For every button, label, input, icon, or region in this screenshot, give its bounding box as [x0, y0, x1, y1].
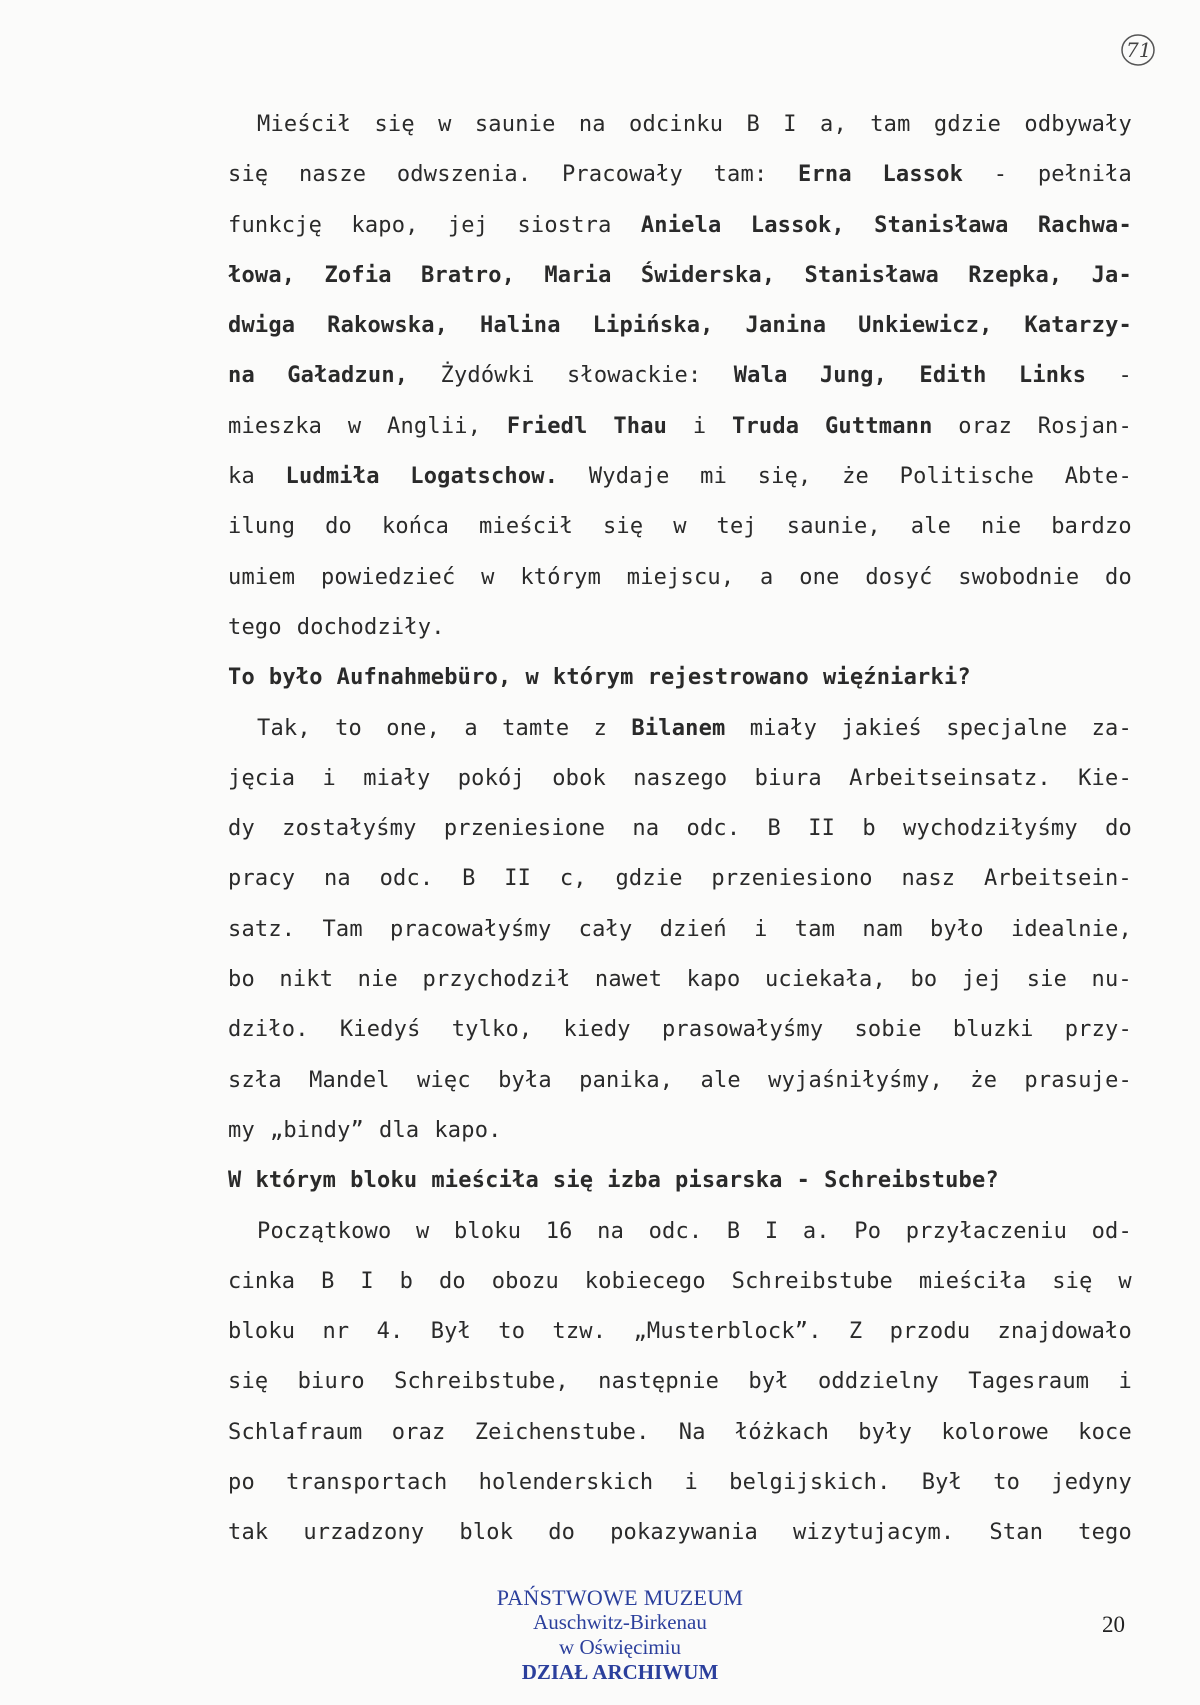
word: Edith: [919, 363, 987, 389]
word: miały: [363, 765, 431, 791]
text-line: [228, 553, 1132, 603]
word: dosyć: [865, 564, 933, 590]
stamp-line-1: PAŃSTWOWE MUZEUM: [496, 1585, 744, 1610]
text-line: [228, 704, 1132, 754]
text-line: [228, 502, 1132, 552]
word: Ja-: [1091, 262, 1132, 288]
word: zostałyśmy: [282, 816, 417, 842]
word: -: [796, 1168, 811, 1194]
word: Początkowo: [257, 1218, 392, 1244]
word: B: [767, 816, 781, 842]
word: Mandel: [309, 1067, 390, 1093]
word: wyjaśniłyśmy,: [768, 1067, 943, 1093]
page-number: 20: [1102, 1612, 1125, 1637]
word: prasuje-: [1024, 1067, 1132, 1093]
word: którym: [520, 564, 602, 590]
word: się: [552, 1168, 594, 1194]
text-line: [228, 301, 1132, 351]
text-line: [228, 854, 1132, 904]
word: się,: [757, 464, 812, 490]
word: Był: [921, 1470, 963, 1496]
word: dziło.: [228, 1017, 309, 1043]
word: Politische: [899, 464, 1035, 490]
word: którym: [552, 665, 634, 691]
word: następnie: [598, 1369, 720, 1395]
word: na: [632, 816, 660, 842]
handwritten-page-number: [1118, 30, 1158, 70]
word: one: [799, 564, 840, 590]
word: rejestrowano: [647, 665, 809, 691]
text-line: [228, 754, 1132, 804]
word: łowa,: [228, 262, 296, 288]
word: Wala: [733, 363, 788, 389]
word: do: [548, 1520, 576, 1546]
word: specjalne: [946, 715, 1068, 741]
word: oddzielny: [817, 1369, 939, 1395]
word: bo: [228, 967, 255, 993]
text-line: [228, 1207, 1132, 1257]
word: B: [726, 1218, 741, 1244]
word: Rachwa-: [1037, 212, 1132, 238]
word: jej: [961, 967, 1003, 993]
word: a: [464, 715, 478, 741]
word: koce: [1078, 1419, 1132, 1445]
word: odc.: [379, 866, 434, 892]
text-line: [228, 150, 1132, 200]
word: blok: [459, 1520, 514, 1546]
word: I: [360, 1268, 374, 1294]
word: funkcję: [228, 212, 323, 238]
word: pokazywania: [610, 1520, 758, 1546]
word: w: [481, 564, 495, 590]
word: odc.: [686, 816, 741, 842]
word: pisarska: [675, 1168, 783, 1194]
word: i: [684, 1470, 698, 1496]
word: nawet: [594, 967, 663, 993]
word: i: [1118, 1369, 1132, 1395]
word: Halina: [480, 313, 561, 339]
word: którym: [255, 1168, 337, 1194]
stamp-line-3: w Oświęcimiu: [559, 1635, 681, 1659]
word: nasze: [298, 162, 367, 188]
word: Arbeitseinsatz.: [849, 765, 1051, 791]
text-line: [228, 1257, 1132, 1307]
word: była: [498, 1067, 552, 1093]
word: kapo: [686, 967, 741, 993]
word: więźniarki?: [822, 665, 971, 691]
word: Stanisława: [874, 212, 1009, 238]
text-line: [228, 201, 1132, 251]
word: Zofia: [324, 262, 392, 288]
word: I: [764, 1218, 779, 1244]
word: pracy: [228, 866, 296, 892]
word: Na: [678, 1419, 706, 1445]
word: Lipińska,: [592, 313, 714, 339]
word: Katarzy-: [1024, 313, 1132, 339]
word: W: [228, 1168, 242, 1194]
word: dochodziły.: [296, 614, 445, 640]
word: Mieścił: [257, 112, 352, 137]
word: pełniła: [1037, 162, 1132, 188]
word: znajdowało: [997, 1319, 1132, 1345]
word: tamte: [502, 715, 570, 741]
word: ale: [910, 514, 952, 540]
word: bloku: [228, 1319, 296, 1345]
word: mieściła: [918, 1268, 1027, 1294]
word: Stanisława: [804, 262, 939, 288]
text-line: [228, 1005, 1132, 1055]
word: że: [842, 464, 869, 490]
word: Z: [848, 1319, 863, 1345]
word: To: [228, 665, 255, 691]
word: cały: [578, 916, 633, 942]
word: Kiedyś: [339, 1017, 421, 1043]
word: powiedzieć: [320, 564, 456, 590]
word: satz.: [228, 916, 296, 942]
word: 16: [545, 1218, 573, 1244]
word: nu-: [1091, 967, 1132, 993]
word: nam: [862, 916, 903, 942]
word: jej: [447, 212, 489, 238]
word: jakieś: [841, 715, 922, 741]
word: B: [462, 866, 476, 892]
word: a.: [802, 1218, 830, 1244]
text-line: [228, 1307, 1132, 1357]
word: biura: [754, 765, 822, 791]
word: przeniesiono: [711, 866, 873, 892]
word: i: [754, 916, 768, 942]
word: tak: [228, 1520, 269, 1546]
word: obozu: [491, 1268, 559, 1294]
word: Świderska,: [640, 262, 776, 288]
word: „bindy”: [269, 1117, 365, 1143]
word: ka: [228, 464, 255, 490]
word: urzadzony: [303, 1520, 425, 1546]
handwritten-page-number-text: 71: [1126, 38, 1152, 62]
word: Tak,: [257, 715, 311, 741]
word: w: [438, 112, 452, 137]
word: bloku: [453, 1218, 522, 1244]
word: do: [1105, 816, 1132, 842]
word: do: [325, 514, 352, 540]
word: Tam: [322, 916, 363, 942]
word: Żydówki: [440, 363, 535, 389]
word: do: [1105, 564, 1132, 590]
word: i: [692, 413, 707, 439]
word: -: [993, 162, 1008, 188]
text-line: [228, 1458, 1132, 1508]
word: na: [578, 112, 606, 137]
word: b: [399, 1268, 414, 1294]
word: tego: [228, 614, 282, 640]
archive-stamp: [455, 1585, 785, 1685]
word: II: [808, 816, 836, 842]
word: II: [504, 866, 532, 892]
word: nie: [980, 514, 1022, 540]
word: B: [321, 1268, 335, 1294]
word: łóżkach: [734, 1419, 830, 1445]
word: cinka: [228, 1268, 296, 1294]
word: Guttmann: [824, 413, 933, 439]
word: się: [602, 514, 644, 540]
word: był: [748, 1369, 789, 1395]
word: bloku: [350, 1168, 418, 1194]
word: nikt: [279, 967, 334, 993]
word: tego: [1078, 1520, 1132, 1546]
word: to: [993, 1470, 1021, 1496]
word: tylko,: [451, 1017, 533, 1043]
word: c,: [559, 866, 587, 892]
word: końca: [381, 514, 450, 540]
word: Zeichenstube.: [474, 1419, 650, 1445]
text-line: [228, 351, 1132, 401]
word: Arbeitsein-: [983, 866, 1132, 892]
word: -: [1118, 363, 1132, 389]
word: do: [438, 1268, 466, 1294]
word: w: [525, 665, 539, 691]
word: pokój: [457, 765, 525, 791]
word: było: [929, 916, 984, 942]
word: Lassok: [882, 162, 964, 188]
word: odbywały: [1024, 112, 1132, 137]
word: „Musterblock”.: [633, 1319, 822, 1345]
word: Po: [854, 1218, 882, 1244]
word: Rakowska,: [327, 313, 449, 339]
text-line: [228, 1508, 1132, 1558]
word: odwszenia.: [396, 162, 532, 188]
word: wychodziłyśmy: [903, 816, 1078, 842]
stamp-line-4: DZIAŁ ARCHIWUM: [521, 1660, 719, 1684]
word: Jung,: [819, 363, 888, 389]
word: Był: [430, 1319, 472, 1345]
word: Lassok,: [750, 212, 845, 238]
word: nr: [322, 1319, 350, 1345]
word: belgijskich.: [729, 1470, 891, 1496]
word: Ludmiła: [285, 464, 380, 490]
word: przeniesione: [443, 816, 606, 842]
text-line: [228, 1357, 1132, 1407]
word: na: [597, 1218, 625, 1244]
word: przy-: [1064, 1017, 1132, 1043]
word: odc.: [648, 1218, 703, 1244]
text-line: [228, 402, 1132, 452]
word: Abte-: [1064, 464, 1132, 490]
word: w: [673, 514, 687, 540]
word: tam: [870, 112, 911, 137]
word: Bilanem: [631, 715, 726, 741]
word: saunie: [474, 112, 556, 137]
word: tzw.: [552, 1319, 607, 1345]
word: Friedl: [506, 413, 588, 439]
word: mieszka: [228, 413, 323, 439]
word: Schreibstube: [731, 1268, 893, 1294]
word: panika,: [579, 1067, 674, 1093]
word: dla: [379, 1117, 420, 1143]
text-line: [228, 804, 1132, 854]
word: na: [228, 363, 255, 389]
word: Aufnahmebüro,: [336, 665, 512, 691]
word: 4.: [376, 1319, 404, 1345]
word: prasowałyśmy: [661, 1017, 824, 1043]
text-line: [228, 905, 1132, 955]
word: gdzie: [615, 866, 683, 892]
word: mi: [700, 464, 728, 490]
word: się: [228, 1369, 269, 1395]
word: Pracowały: [561, 162, 683, 188]
word: jedyny: [1051, 1470, 1132, 1496]
word: izba: [607, 1168, 662, 1194]
word: ale: [700, 1067, 741, 1093]
word: saunie,: [786, 514, 881, 540]
word: idealnie,: [1010, 916, 1132, 942]
word: Stan: [989, 1520, 1044, 1546]
text-line: [228, 452, 1132, 502]
document-body: [228, 100, 1132, 1559]
word: swobodnie: [958, 564, 1080, 590]
text-line: [228, 1408, 1132, 1458]
word: przodu: [889, 1319, 971, 1345]
word: Unkiewicz,: [858, 313, 993, 339]
word: słowackie:: [566, 363, 702, 389]
word: to: [335, 715, 362, 741]
word: ilung: [228, 514, 296, 540]
word: Wydaje: [588, 464, 670, 490]
word: były: [858, 1419, 913, 1445]
word: Rosjan-: [1037, 413, 1132, 439]
word: Janina: [745, 313, 827, 339]
word: mieścił: [478, 514, 574, 540]
word: tam:: [713, 162, 768, 188]
word: więc: [417, 1067, 471, 1093]
word: kobiecego: [584, 1268, 706, 1294]
word: jęcia: [228, 765, 296, 791]
word: od-: [1091, 1218, 1132, 1244]
word: dy: [228, 816, 255, 842]
word: pracowałyśmy: [390, 916, 552, 942]
word: bardzo: [1051, 514, 1132, 540]
question-line: [228, 653, 1132, 703]
word: uciekała,: [764, 967, 886, 993]
word: Schreibstube?: [824, 1168, 999, 1194]
word: kapo,: [351, 212, 419, 238]
word: dzień: [659, 916, 727, 942]
word: Rzepka,: [968, 262, 1063, 288]
word: oraz: [391, 1419, 446, 1445]
text-line: [228, 1056, 1132, 1106]
word: Anglii,: [387, 413, 482, 439]
word: wizytujacym.: [793, 1520, 955, 1546]
word: Schlafraum: [228, 1419, 363, 1445]
word: tam: [794, 916, 836, 942]
word: oraz: [958, 413, 1013, 439]
word: one,: [386, 715, 441, 741]
stamp-line-2: Auschwitz-Birkenau: [533, 1610, 707, 1634]
word: za-: [1091, 715, 1132, 741]
word: w: [347, 413, 362, 439]
text-line: [228, 955, 1132, 1005]
word: się: [1052, 1268, 1093, 1294]
text-line: [228, 603, 1132, 653]
word: sie: [1026, 967, 1068, 993]
word: na: [323, 866, 351, 892]
text-line: [228, 251, 1132, 301]
word: to: [498, 1319, 526, 1345]
word: Kie-: [1078, 765, 1132, 791]
word: w: [1118, 1268, 1132, 1294]
word: Erna: [798, 162, 852, 188]
word: naszego: [633, 765, 728, 791]
word: I: [783, 112, 797, 137]
word: bluzki: [952, 1017, 1034, 1043]
word: Links: [1018, 363, 1087, 389]
word: Gaładzun,: [287, 363, 409, 389]
word: było: [268, 665, 323, 691]
word: z: [593, 715, 608, 741]
word: szła: [228, 1067, 282, 1093]
word: siostra: [517, 212, 612, 238]
word: b: [862, 816, 876, 842]
word: transportach: [286, 1470, 448, 1496]
word: sobie: [854, 1017, 922, 1043]
word: przyłaczeniu: [905, 1218, 1068, 1244]
word: się: [228, 162, 269, 188]
word: my: [228, 1117, 255, 1143]
word: Truda: [732, 413, 800, 439]
word: Aniela: [640, 212, 722, 238]
word: obok: [552, 765, 606, 791]
word: holenderskich: [478, 1470, 654, 1496]
word: nie: [357, 967, 399, 993]
word: Schreibstube,: [394, 1369, 569, 1395]
word: i: [322, 765, 336, 791]
word: Thau: [613, 413, 668, 439]
word: Logatschow.: [410, 464, 559, 490]
word: bo: [910, 967, 938, 993]
word: a: [760, 564, 774, 590]
word: miały: [749, 715, 818, 741]
text-line: [228, 100, 1132, 150]
word: biuro: [297, 1369, 365, 1395]
word: miejscu,: [626, 564, 735, 590]
word: gdzie: [933, 112, 1002, 137]
text-line: [228, 1106, 1132, 1156]
word: się: [374, 112, 415, 137]
word: tej: [716, 514, 757, 540]
word: kolorowe: [941, 1419, 1049, 1445]
word: przychodził: [422, 967, 571, 993]
word: w: [415, 1218, 430, 1244]
word: B: [746, 112, 760, 137]
word: Maria: [544, 262, 612, 288]
question-line: [228, 1156, 1132, 1206]
word: nasz: [901, 866, 956, 892]
word: odcinku: [629, 112, 724, 137]
word: dwiga: [228, 313, 296, 339]
word: umiem: [228, 564, 296, 590]
word: Bratro,: [420, 262, 516, 288]
word: kiedy: [563, 1017, 631, 1043]
word: kapo.: [434, 1117, 502, 1143]
word: Tagesraum: [968, 1369, 1090, 1395]
word: a,: [820, 112, 847, 137]
word: mieściła: [431, 1168, 539, 1194]
word: po: [228, 1470, 255, 1496]
word: że: [970, 1067, 998, 1093]
